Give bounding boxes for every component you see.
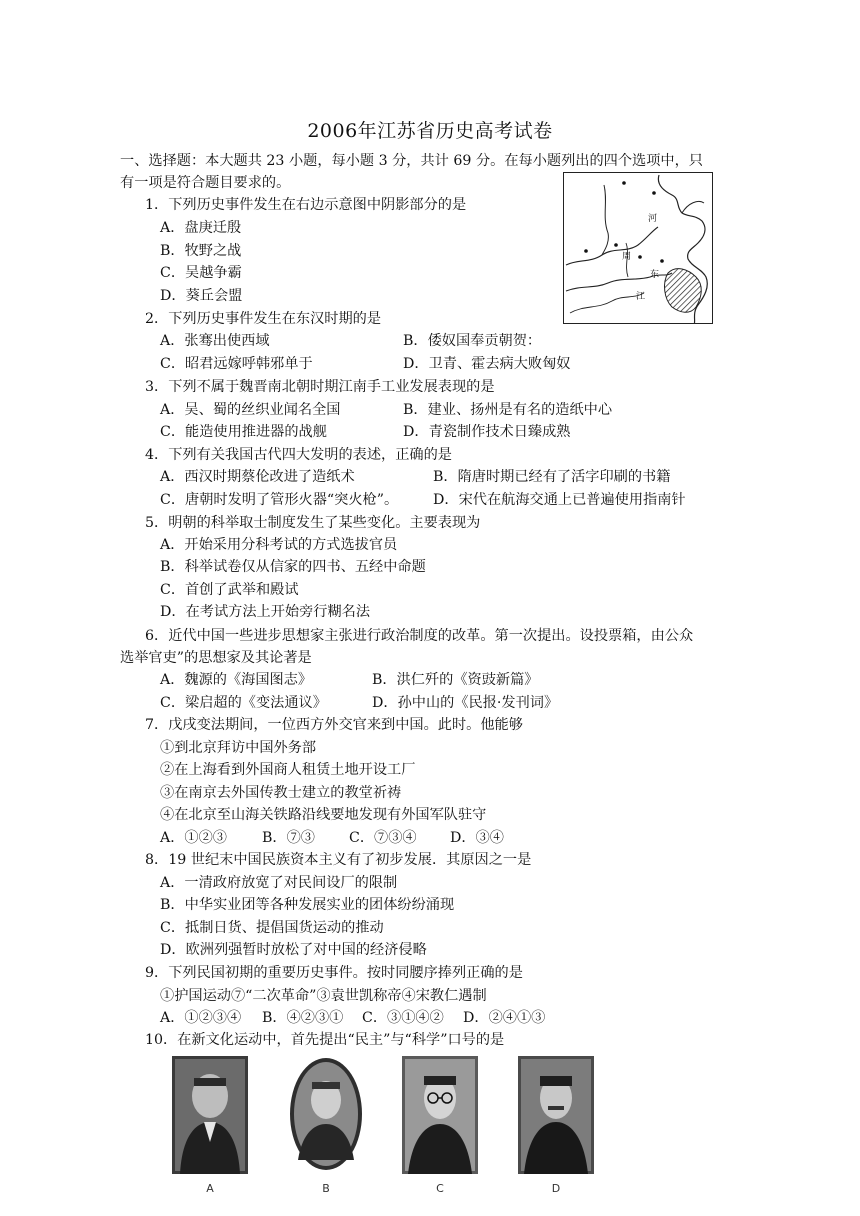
q2-stem: 2．下列历史事件发生在东汉时期的是 <box>145 311 382 327</box>
portrait-label-c: C <box>436 1182 444 1195</box>
portrait-photo-d <box>518 1056 594 1174</box>
q9-stem: 9．下列民国初期的重要历史事件。按时同腰序捧列正确的是 <box>145 965 523 981</box>
q7-option-d: D．③④ <box>450 830 504 846</box>
q1-option-c: C．吴越争霸 <box>160 265 242 281</box>
portrait-a-image <box>172 1056 248 1174</box>
q7-option-c: C．⑦③④ <box>349 830 417 846</box>
page-title: 2006年江苏省历史高考试卷 <box>307 120 553 142</box>
q6-option-b: B．洪仁歼的《资豉新篇》 <box>372 672 539 688</box>
q8-option-c: C．抵制日货、提倡国货运动的推动 <box>160 920 384 936</box>
map-label-jiang: 江 <box>636 292 646 302</box>
q2-option-c: C．昭君远嫁呼韩邪单于 <box>160 356 313 372</box>
q7-option-a: A．①②③ <box>160 830 227 846</box>
q7-stem: 7．戊戌变法期间，一位西方外交官来到中国。此时。他能够 <box>145 717 523 733</box>
q1-option-d: D．葵丘会盟 <box>160 288 243 304</box>
q2-option-b: B．倭奴国奉贡朝贺： <box>403 333 542 349</box>
q7-option-b: B．⑦③ <box>262 830 315 846</box>
q8-option-a: A．一清政府放宽了对民间设厂的限制 <box>160 875 398 891</box>
map-illustration <box>564 173 713 324</box>
q6-option-a: A．魏源的《海国图志》 <box>160 672 313 688</box>
portrait-label-b: B <box>322 1182 330 1195</box>
q2-option-d: D．卫青、霍去病大败匈奴 <box>403 356 571 372</box>
q8-option-d: D．欧洲列强暂时放松了对中国的经济侵略 <box>160 942 427 958</box>
portrait-c-image <box>402 1056 478 1174</box>
q1-option-a: A．盘庚迁殷 <box>160 220 242 236</box>
portrait-photo-b <box>288 1056 364 1174</box>
portrait-b-image <box>288 1056 364 1174</box>
q4-stem: 4．下列有关我国古代四大发明的表述，正确的是 <box>145 447 452 463</box>
map-label-zhou: 周 <box>622 252 632 262</box>
q7-item-3: ③在南京去外国传教士建立的教堂祈祷 <box>160 785 402 801</box>
q6-stem-line1: 6．近代中国一些进步思想家主张进行政治制度的改革。第一次提出。设投票箱，由公众 <box>145 628 694 644</box>
q5-option-a: A．开始采用分科考试的方式选拔官员 <box>160 537 398 553</box>
section-heading-line1: 一、选择题：本大题共 23 小题，每小题 3 分，共计 69 分。在每小题列出的四个选项中，只 <box>120 153 703 169</box>
q3-option-a: A．吴、蜀的丝织业闻名全国 <box>160 402 341 418</box>
q2-option-a: A．张骞出使西域 <box>160 333 270 349</box>
q4-option-a: A．西汉时期蔡伦改进了造纸术 <box>160 469 355 485</box>
portrait-photo-a <box>172 1056 248 1174</box>
q6-option-c: C．梁启超的《变法通议》 <box>160 695 327 711</box>
q8-stem: 8．19 世纪末中国民族资本主义有了初步发展．其原因之一是 <box>145 852 532 868</box>
q8-option-b: B．中华实业团等各种发展实业的团体纷纷涌现 <box>160 897 455 913</box>
q3-option-b: B．建业、扬州是有名的造纸中心 <box>403 402 613 418</box>
q10-stem: 10．在新文化运动中，首先提出“民主”与“科学”口号的是 <box>145 1032 505 1048</box>
portrait-label-a: A <box>206 1182 214 1195</box>
q7-item-4: ④在北京至山海关铁路沿线要地发现有外国军队驻守 <box>160 807 487 823</box>
q5-stem: 5．明朝的科举取士制度发生了某些变化。主要表现为 <box>145 515 481 531</box>
section-heading-line2: 有一项是符合题目要求的。 <box>120 175 291 191</box>
q9-items: ①护国运动⑦“二次革命”③袁世凯称帝④宋教仁遇制 <box>160 988 487 1004</box>
q4-option-c: C．唐朝时发明了管形火器“突火枪”。 <box>160 492 399 508</box>
ancient-china-map-figure <box>563 172 713 324</box>
q1-option-b: B．牧野之战 <box>160 243 242 259</box>
q9-option-a: A．①②③④ <box>160 1010 242 1026</box>
q1-stem: 1．下列历史事件发生在右边示意图中阴影部分的是 <box>145 197 467 213</box>
q3-option-d: D．青瓷制作技术日臻成熟 <box>403 424 571 440</box>
q7-item-1: ①到北京拜访中国外务部 <box>160 740 317 756</box>
q9-option-c: C．③①④② <box>362 1010 444 1026</box>
map-label-he: 河 <box>648 214 658 224</box>
q3-stem: 3．下列不属于魏晋南北朝时期江南手工业发展表现的是 <box>145 379 495 395</box>
q6-stem-line2: 选举官吏”的思想家及其论著是 <box>120 650 312 666</box>
q5-option-c: C．首创了武举和殿试 <box>160 582 299 598</box>
q3-option-c: C．能造使用推进器的战舰 <box>160 424 327 440</box>
portrait-d-image <box>518 1056 594 1174</box>
q5-option-d: D．在考试方法上开始旁行糊名法 <box>160 604 371 620</box>
q6-option-d: D．孙中山的《民报·发刊词》 <box>372 695 559 711</box>
q7-item-2: ②在上海看到外国商人租赁土地开设工厂 <box>160 762 416 778</box>
map-label-dong: 东 <box>650 270 660 280</box>
portrait-label-d: D <box>551 1182 561 1195</box>
q4-option-d: D．宋代在航海交通上已普遍使用指南针 <box>433 492 686 508</box>
q4-option-b: B．隋唐时期已经有了活字印刷的书籍 <box>433 469 671 485</box>
portrait-photo-c <box>402 1056 478 1174</box>
q9-option-d: D．②④①③ <box>463 1010 546 1026</box>
q5-option-b: B．科举试卷仅从信家的四书、五经中命题 <box>160 559 426 575</box>
q9-option-b: B．④②③① <box>262 1010 344 1026</box>
